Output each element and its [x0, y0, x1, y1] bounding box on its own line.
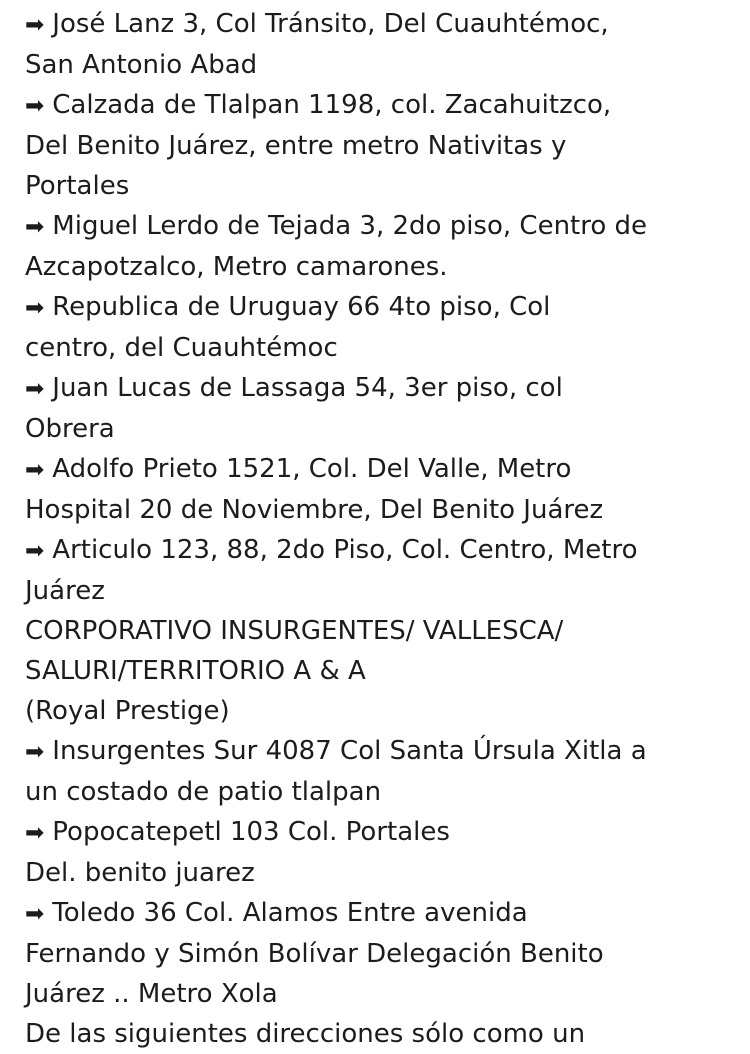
line-text: Articulo 123, 88, 2do Piso, Col. Centro, Metro [52, 535, 638, 565]
line-text: Fernando y Simón Bolívar Delegación Benito [25, 939, 604, 969]
address-line [25, 247, 740, 287]
right-arrow-icon: ➡ [25, 93, 45, 119]
right-arrow-icon: ➡ [25, 12, 45, 38]
address-line [25, 893, 740, 934]
line-text: Insurgentes Sur 4087 Col Santa Úrsula Xitla a [52, 736, 647, 766]
address-line [25, 328, 740, 368]
address-line [25, 45, 740, 85]
line-text: De las siguientes direcciones sólo como un [25, 1019, 586, 1049]
line-text: Juan Lucas de Lassaga 54, 3er piso, col [52, 373, 563, 403]
right-arrow-icon: ➡ [25, 295, 45, 321]
line-text: Miguel Lerdo de Tejada 3, 2do piso, Centro de [52, 211, 648, 241]
address-line [25, 731, 740, 772]
heading-line [25, 691, 740, 731]
right-arrow-icon: ➡ [25, 901, 45, 927]
address-list [25, 4, 740, 1054]
address-line [25, 368, 740, 409]
address-line [25, 206, 740, 247]
line-text: centro, del Cuauhtémoc [25, 333, 338, 363]
address-line [25, 772, 740, 812]
trailing-line [25, 1014, 740, 1054]
address-line [25, 449, 740, 490]
address-line [25, 126, 740, 166]
line-text: (Royal Prestige) [25, 696, 230, 726]
line-text: Popocatepetl 103 Col. Portales [52, 817, 450, 847]
line-text: Republica de Uruguay 66 4to piso, Col [52, 292, 551, 322]
address-line [25, 853, 740, 893]
right-arrow-icon: ➡ [25, 457, 45, 483]
address-line [25, 571, 740, 611]
address-line [25, 490, 740, 530]
address-line [25, 812, 740, 853]
address-line [25, 85, 740, 126]
line-text: Azcapotzalco, Metro camarones. [25, 252, 448, 282]
line-text: un costado de patio tlalpan [25, 777, 382, 807]
right-arrow-icon: ➡ [25, 214, 45, 240]
address-line [25, 974, 740, 1014]
right-arrow-icon: ➡ [25, 538, 45, 564]
right-arrow-icon: ➡ [25, 739, 45, 765]
line-text: San Antonio Abad [25, 50, 258, 80]
line-text: Adolfo Prieto 1521, Col. Del Valle, Metro [52, 454, 572, 484]
line-text: Juárez .. Metro Xola [25, 979, 278, 1009]
heading-line [25, 651, 740, 691]
address-line [25, 530, 740, 571]
line-text: SALURI/TERRITORIO A & A [25, 656, 366, 686]
line-text: Calzada de Tlalpan 1198, col. Zacahuitzco, [52, 90, 612, 120]
line-text: Del Benito Juárez, entre metro Nativitas y [25, 131, 567, 161]
line-text: Hospital 20 de Noviembre, Del Benito Juárez [25, 495, 604, 525]
line-text: Obrera [25, 414, 115, 444]
line-text: José Lanz 3, Col Tránsito, Del Cuauhtémoc, [52, 9, 609, 39]
right-arrow-icon: ➡ [25, 820, 45, 846]
line-text: Portales [25, 171, 130, 201]
line-text: Del. benito juarez [25, 858, 255, 888]
line-text: CORPORATIVO INSURGENTES/ VALLESCA/ [25, 616, 564, 646]
heading-line [25, 611, 740, 651]
line-text: Toledo 36 Col. Alamos Entre avenida [52, 898, 528, 928]
line-text: Juárez [25, 576, 105, 606]
address-line [25, 4, 740, 45]
address-line [25, 287, 740, 328]
address-line [25, 409, 740, 449]
address-line [25, 934, 740, 974]
right-arrow-icon: ➡ [25, 376, 45, 402]
address-line [25, 166, 740, 206]
